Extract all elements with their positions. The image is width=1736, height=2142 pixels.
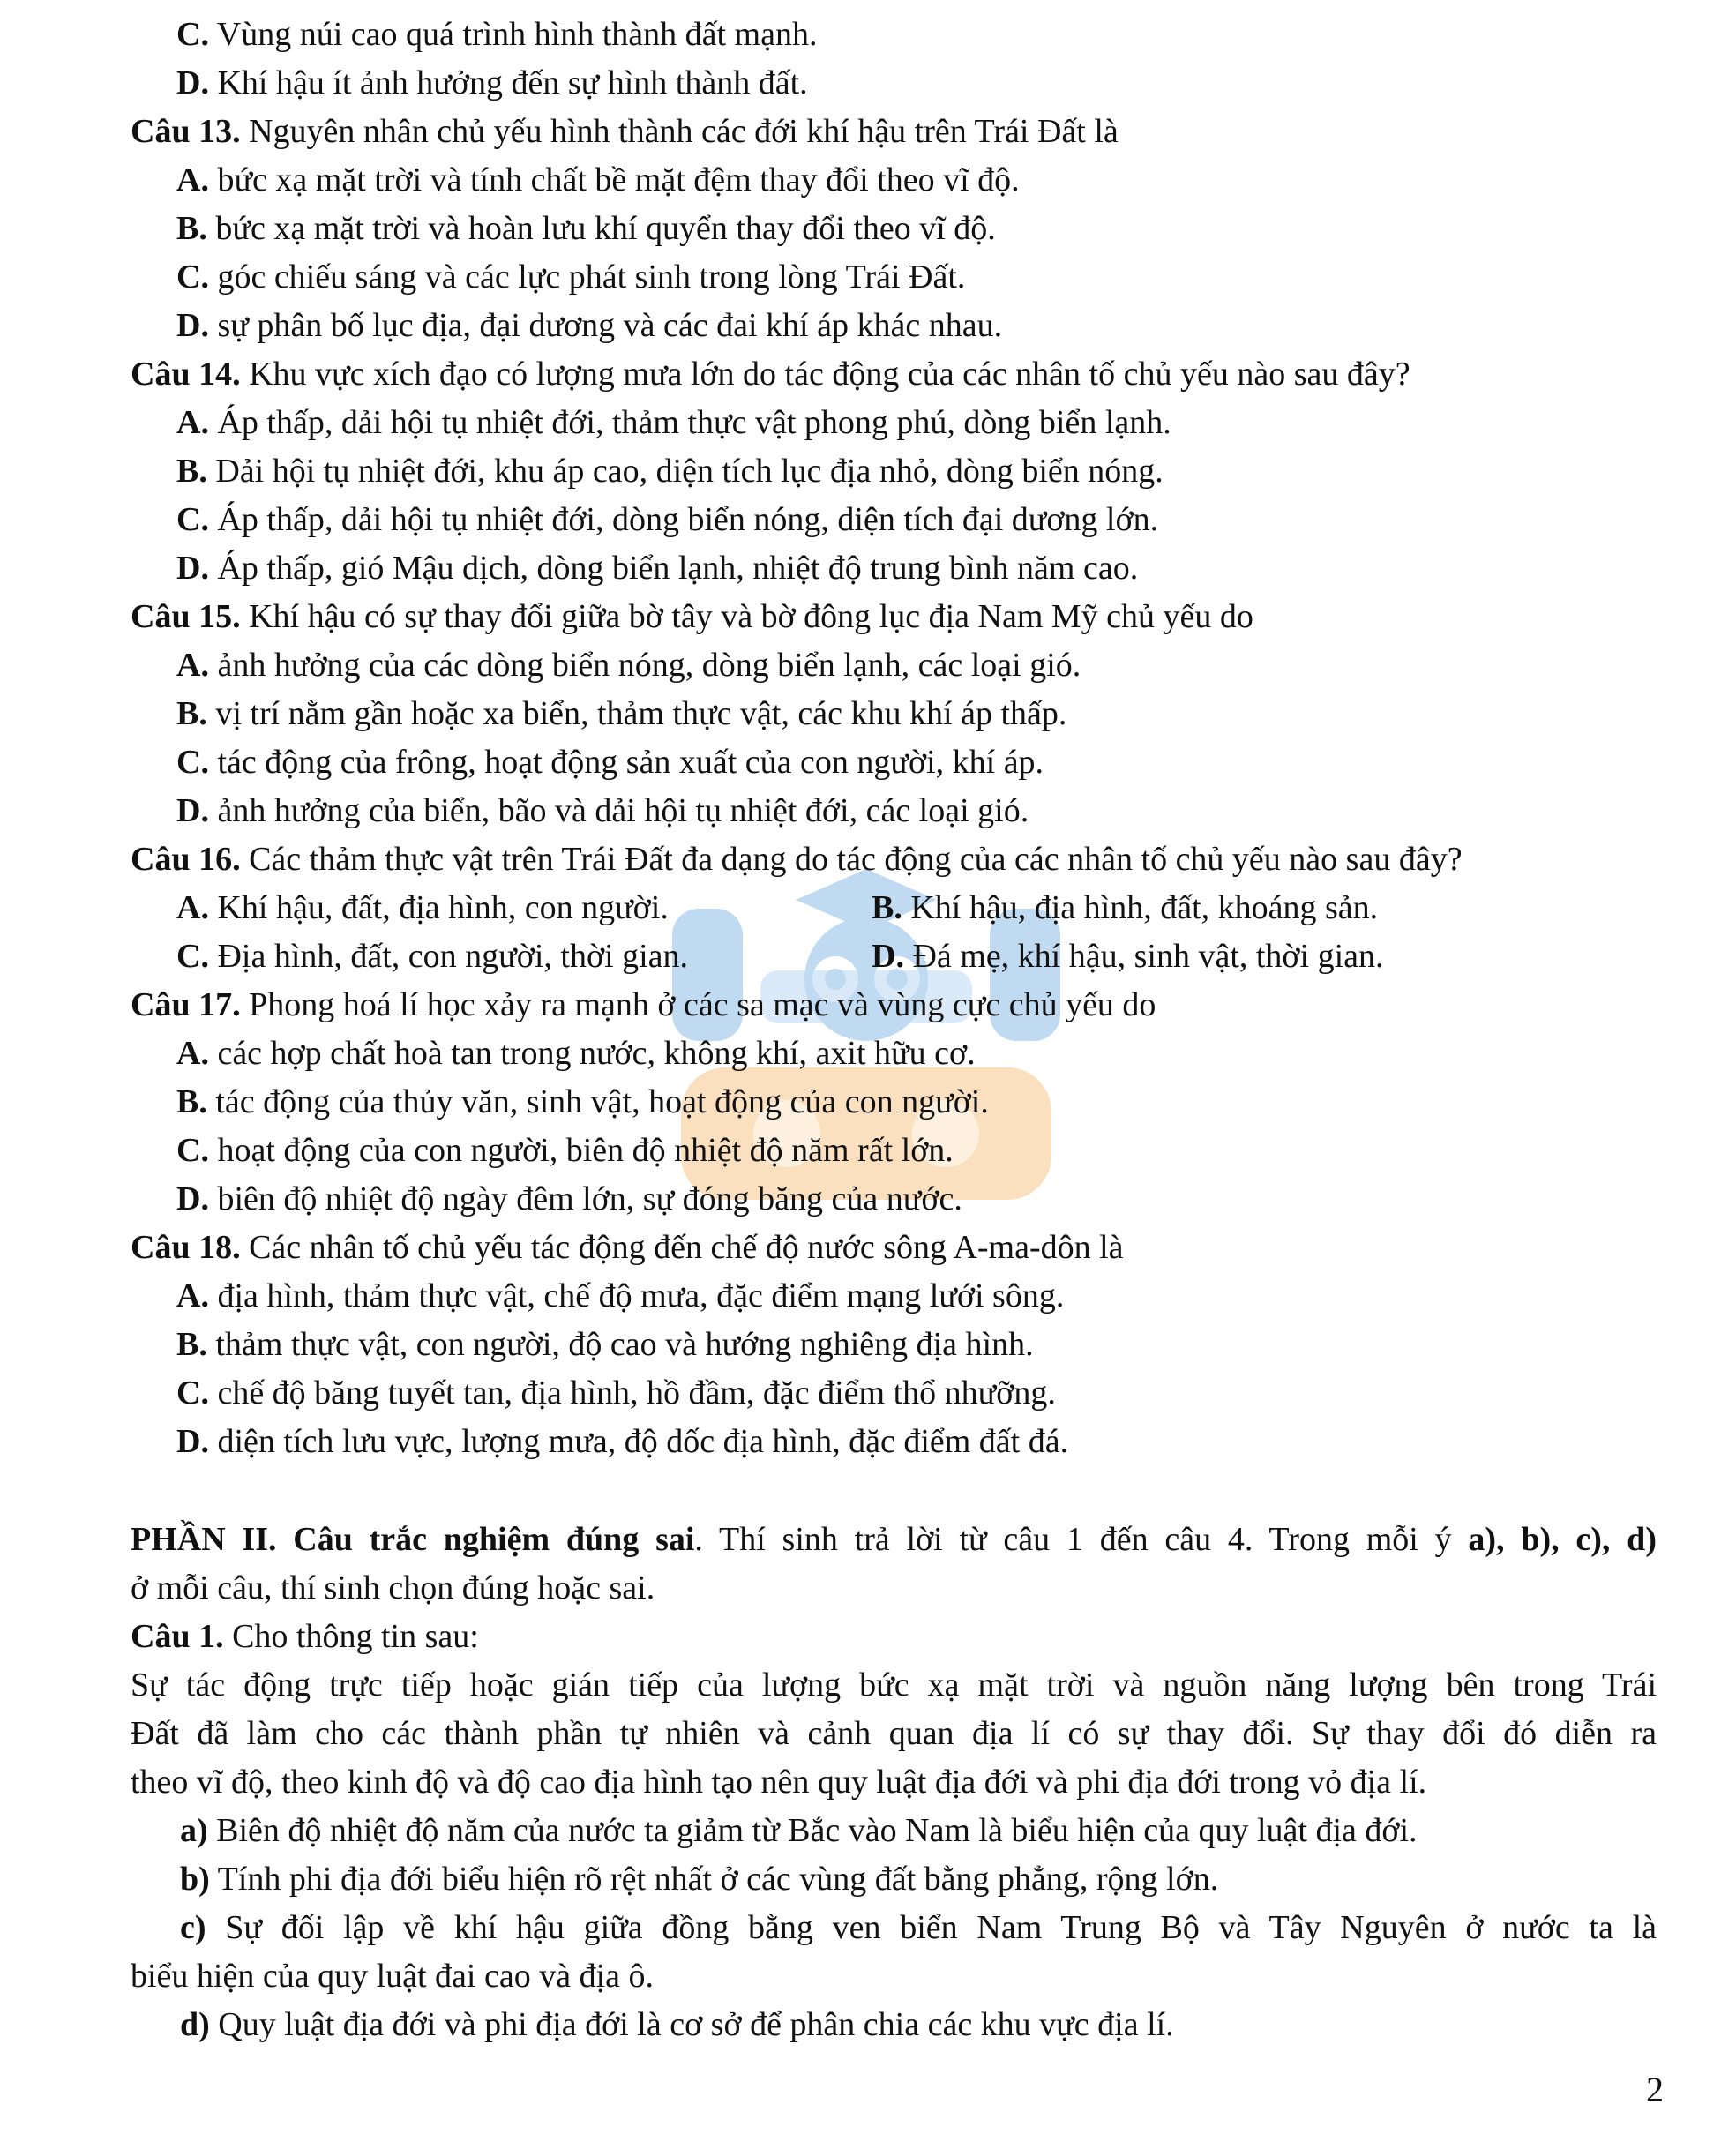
q17-option-c: C. hoạt động của con người, biên độ nhiệt độ năm rất lớn. xyxy=(176,1132,954,1169)
q17-option-a: A. các hợp chất hoà tan trong nước, không khí, axit hữu cơ. xyxy=(176,1035,976,1072)
statement-b: b) Tính phi địa đới biểu hiện rõ rệt nhất ở các vùng đất bằng phẳng, rộng lớn. xyxy=(180,1861,1219,1898)
page-number: 2 xyxy=(1646,2070,1664,2109)
q15-option-d: D. ảnh hưởng của biển, bão và dải hội tụ nhiệt đới, các loại gió. xyxy=(176,792,1029,829)
passage-line-3: theo vĩ độ, theo kinh độ và độ cao địa hình tạo nên quy luật địa đới và phi địa đới trong vỏ địa lí. xyxy=(131,1764,1427,1801)
question-16: Câu 16. Các thảm thực vật trên Trái Đất đa dạng do tác động của các nhân tố chủ yếu nào sau đây? xyxy=(131,841,1463,878)
prev-option-c: C. Vùng núi cao quá trình hình thành đất mạnh. xyxy=(176,16,818,53)
q14-option-d: D. Áp thấp, gió Mậu dịch, dòng biển lạnh, nhiệt độ trung bình năm cao. xyxy=(176,550,1139,587)
q14-option-a: A. Áp thấp, dải hội tụ nhiệt đới, thảm thực vật phong phú, dòng biển lạnh. xyxy=(176,404,1171,441)
q15-option-b: B. vị trí nằm gần hoặc xa biển, thảm thực vật, các khu khí áp thấp. xyxy=(176,695,1067,732)
q18-option-b: B. thảm thực vật, con người, độ cao và hướng nghiêng địa hình. xyxy=(176,1326,1034,1363)
statement-a: a) Biên độ nhiệt độ năm của nước ta giảm từ Bắc vào Nam là biểu hiện của quy luật địa đới. xyxy=(180,1812,1418,1849)
q15-option-a: A. ảnh hưởng của các dòng biển nóng, dòng biển lạnh, các loại gió. xyxy=(176,647,1081,684)
part2-question-1: Câu 1. Cho thông tin sau: xyxy=(131,1618,479,1655)
passage-line-1: Sự tác động trực tiếp hoặc gián tiếp của lượng bức xạ mặt trời và nguồn năng lượng bên trong Trái xyxy=(131,1666,1657,1704)
q16-option-b: B. Khí hậu, địa hình, đất, khoáng sản. xyxy=(872,889,1379,926)
q16-option-d: D. Đá mẹ, khí hậu, sinh vật, thời gian. xyxy=(872,938,1384,975)
q18-option-a: A. địa hình, thảm thực vật, chế độ mưa, đặc điểm mạng lưới sông. xyxy=(176,1277,1065,1314)
question-15: Câu 15. Khí hậu có sự thay đổi giữa bờ tây và bờ đông lục địa Nam Mỹ chủ yếu do xyxy=(131,598,1253,635)
q18-option-c: C. chế độ băng tuyết tan, địa hình, hồ đầm, đặc điểm thổ nhưỡng. xyxy=(176,1374,1056,1412)
statement-d: d) Quy luật địa đới và phi địa đới là cơ sở để phân chia các khu vực địa lí. xyxy=(180,2006,1174,2043)
question-13: Câu 13. Nguyên nhân chủ yếu hình thành các đới khí hậu trên Trái Đất là xyxy=(131,113,1119,150)
question-14: Câu 14. Khu vực xích đạo có lượng mưa lớn do tác động của các nhân tố chủ yếu nào sau đây? xyxy=(131,356,1410,393)
prev-option-d: D. Khí hậu ít ảnh hưởng đến sự hình thành đất. xyxy=(176,64,808,101)
q17-option-d: D. biên độ nhiệt độ ngày đêm lớn, sự đóng băng của nước. xyxy=(176,1180,962,1217)
q13-option-d: D. sự phân bố lục địa, đại dương và các đai khí áp khác nhau. xyxy=(176,307,1003,344)
q16-option-c: C. Địa hình, đất, con người, thời gian. xyxy=(176,938,689,975)
q15-option-c: C. tác động của frông, hoạt động sản xuất của con người, khí áp. xyxy=(176,744,1044,781)
q14-option-c: C. Áp thấp, dải hội tụ nhiệt đới, dòng biển nóng, diện tích đại dương lớn. xyxy=(176,501,1159,538)
part2-heading: PHẦN II. Câu trắc nghiệm đúng sai. Thí sinh trả lời từ câu 1 đến câu 4. Trong mỗi ý a), b), c), d) xyxy=(131,1521,1657,1558)
q14-option-b: B. Dải hội tụ nhiệt đới, khu áp cao, diện tích lục địa nhỏ, dòng biển nóng. xyxy=(176,453,1164,490)
question-17: Câu 17. Phong hoá lí học xảy ra mạnh ở các sa mạc và vùng cực chủ yếu do xyxy=(131,986,1156,1023)
passage-line-2: Đất đã làm cho các thành phần tự nhiên và cảnh quan địa lí có sự thay đổi. Sự thay đổi đó diễn ra xyxy=(131,1715,1657,1752)
q18-option-d: D. diện tích lưu vực, lượng mưa, độ dốc địa hình, đặc điểm đất đá. xyxy=(176,1423,1069,1460)
q13-option-b: B. bức xạ mặt trời và hoàn lưu khí quyển thay đổi theo vĩ độ. xyxy=(176,210,996,247)
q13-option-c: C. góc chiếu sáng và các lực phát sinh trong lòng Trái Đất. xyxy=(176,258,966,296)
q16-option-a: A. Khí hậu, đất, địa hình, con người. xyxy=(176,889,669,926)
statement-c-continued: biểu hiện của quy luật đai cao và địa ô. xyxy=(131,1958,655,1995)
question-18: Câu 18. Các nhân tố chủ yếu tác động đến chế độ nước sông A-ma-dôn là xyxy=(131,1229,1124,1266)
q13-option-a: A. bức xạ mặt trời và tính chất bề mặt đệm thay đổi theo vĩ độ. xyxy=(176,161,1020,198)
statement-c: c) Sự đối lập về khí hậu giữa đồng bằng ven biển Nam Trung Bộ và Tây Nguyên ở nước ta là xyxy=(180,1909,1657,1946)
q17-option-b: B. tác động của thủy văn, sinh vật, hoạt động của con người. xyxy=(176,1083,989,1120)
part2-instruction: ở mỗi câu, thí sinh chọn đúng hoặc sai. xyxy=(131,1569,655,1606)
